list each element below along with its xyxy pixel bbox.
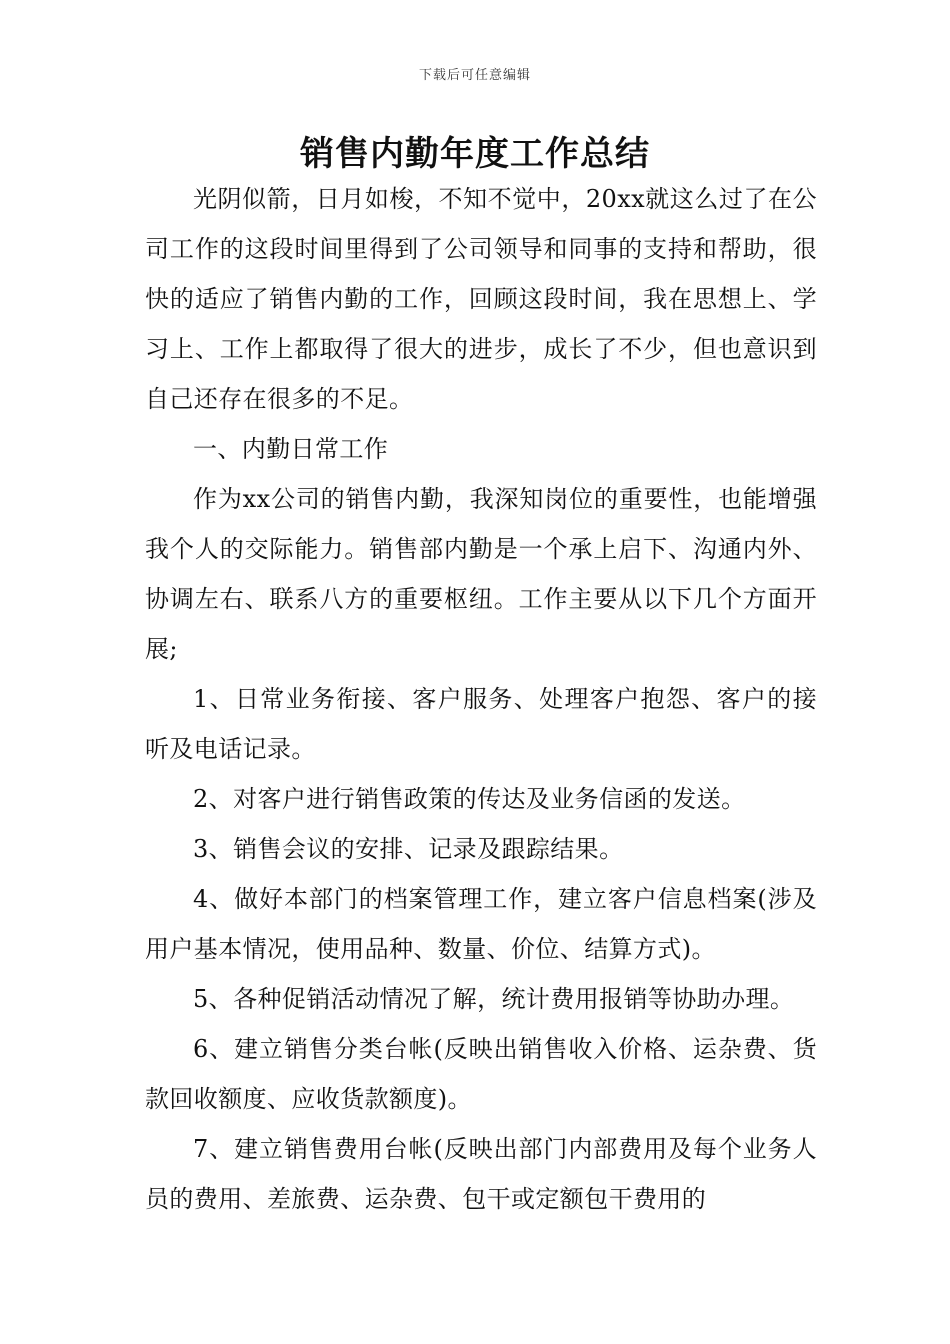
list-item-1: 1、日常业务衔接、客户服务、处理客户抱怨、客户的接听及电话记录。 xyxy=(145,685,817,763)
list-item-3: 3、销售会议的安排、记录及跟踪结果。 xyxy=(193,835,624,863)
list-item-2: 2、对客户进行销售政策的传达及业务信函的发送。 xyxy=(193,785,746,813)
section-heading-daily-work: 一、内勤日常工作 xyxy=(193,435,389,463)
document-title: 销售内勤年度工作总结 xyxy=(300,134,650,174)
list-item-5: 5、各种促销活动情况了解，统计费用报销等协助办理。 xyxy=(193,985,795,1013)
paragraph-role: 作为xx公司的销售内勤，我深知岗位的重要性，也能增强我个人的交际能力。销售部内勤是一个承上启下、沟通内外、协调左右、联系八方的重要枢纽。工作主要从以下几个方面开展; xyxy=(145,485,817,663)
document-body xyxy=(145,174,817,1224)
list-item-4: 4、做好本部门的档案管理工作，建立客户信息档案(涉及用户基本情况，使用品种、数量、价位、结算方式)。 xyxy=(145,885,817,963)
list-item-6: 6、建立销售分类台帐(反映出销售收入价格、运杂费、货款回收额度、应收货款额度)。 xyxy=(145,1035,817,1113)
header-note: 下载后可任意编辑 xyxy=(418,68,531,83)
paragraph-intro: 光阴似箭，日月如梭，不知不觉中，20xx就这么过了在公司工作的这段时间里得到了公司领导和同事的支持和帮助，很快的适应了销售内勤的工作，回顾这段时间，我在思想上、学习上、工作上都取得了很大的进步，成长了不少，但也意识到自己还存在很多的不足。 xyxy=(145,185,817,413)
list-item-7: 7、建立销售费用台帐(反映出部门内部费用及每个业务人员的费用、差旅费、运杂费、包干或定额包干费用的 xyxy=(145,1135,817,1213)
